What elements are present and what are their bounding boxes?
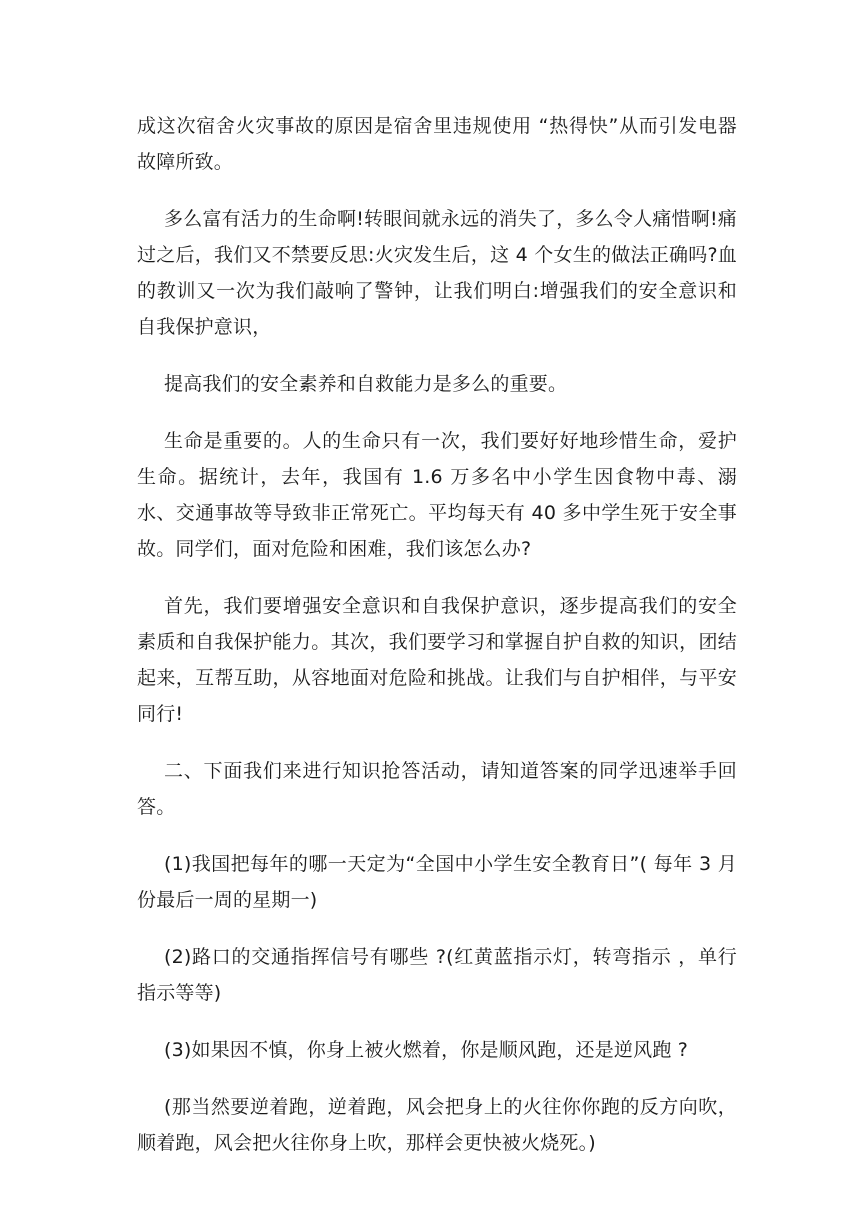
paragraph-importance: 提高我们的安全素养和自救能力是多么的重要。 [164, 373, 568, 395]
paragraph-question-1: (1)我国把每年的哪一天定为“全国中小学生安全教育日”( 每年 3 月份最后一周的星期一) [137, 853, 737, 911]
paragraph-statistics: 生命是重要的。人的生命只有一次，我们要好好地珍惜生命，爱护生命。据统计，去年，我国有 1.6 万多名中小学生因食物中毒、溺水、交通事故等导致非正常死亡。平均每天有 40 多中学生死于安全事故。同学们，面对危险和困难，我们该怎么办? [137, 430, 737, 560]
paragraph-question-3: (3)如果因不慎，你身上被火燃着，你是顺风跑，还是逆风跑 ? [164, 1039, 689, 1061]
document-body [137, 108, 737, 1182]
paragraph-question-2: (2)路口的交通指挥信号有哪些 ?(红黄蓝指示灯，转弯指示 ，单行指示等等) [137, 946, 737, 1004]
paragraph-answer-3: (那当然要逆着跑，逆着跑，风会把身上的火往你你跑的反方向吹，顺着跑，风会把火往你身上吹，那样会更快被火烧死。) [137, 1096, 737, 1154]
paragraph-fire-cause: 成这次宿舍火灾事故的原因是宿舍里违规使用 “热得快”从而引发电器故障所致。 [137, 115, 737, 173]
paragraph-reflection: 多么富有活力的生命啊!转眼间就永远的消失了，多么令人痛惜啊!痛过之后，我们又不禁要反思:火灾发生后，这 4 个女生的做法正确吗?血的教训又一次为我们敲响了警钟，让我们明白:增强我们的安全意识和自我保护意识， [137, 208, 737, 338]
paragraph-first-second: 首先，我们要增强安全意识和自我保护意识，逐步提高我们的安全素质和自我保护能力。其次，我们要学习和掌握自护自救的知识，团结起来，互帮互助，从容地面对危险和挑战。让我们与自护相伴，与平安同行! [137, 595, 737, 725]
paragraph-quiz-intro: 二、下面我们来进行知识抢答活动，请知道答案的同学迅速举手回答。 [137, 760, 737, 818]
